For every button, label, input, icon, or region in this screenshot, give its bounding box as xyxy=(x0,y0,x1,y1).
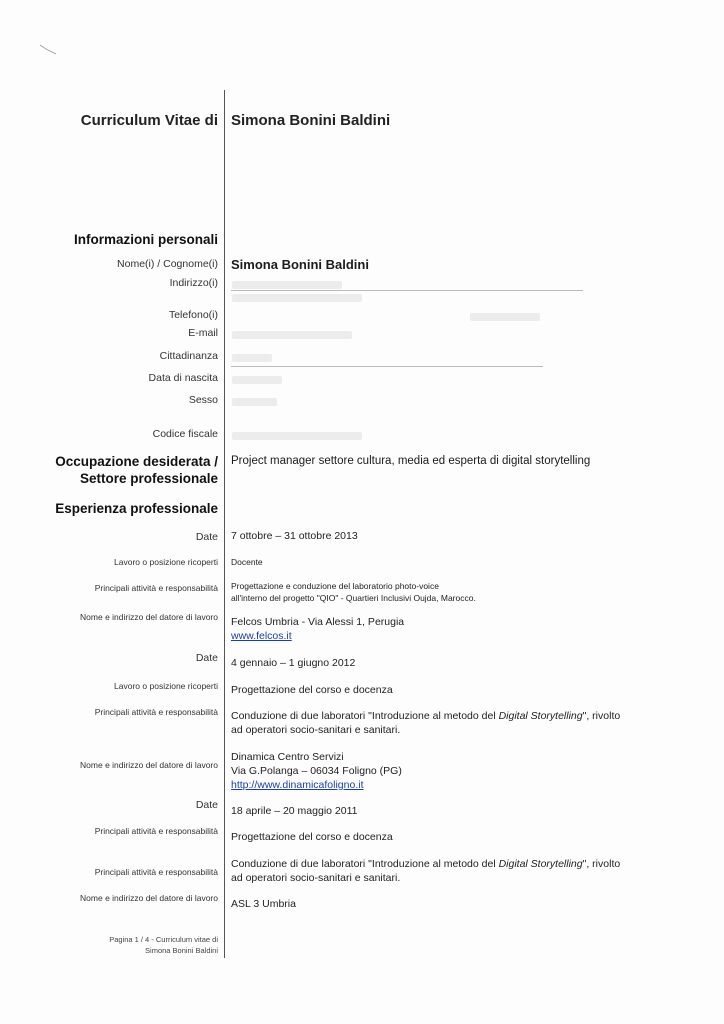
job1-date-label: Date xyxy=(195,531,218,543)
redacted-citizenship xyxy=(232,354,272,362)
job1-activities-line2: all'interno del progetto "QIO" - Quartieri Inclusivi Oujda, Marocco. xyxy=(231,593,476,603)
job1-employer: Felcos Umbria - Via Alessi 1, Perugia xyxy=(231,616,405,628)
job2-employer-label: Nome e indirizzo del datore di lavoro xyxy=(80,760,218,770)
job2-activities-line1 xyxy=(231,709,620,724)
personal-info-heading: Informazioni personali xyxy=(73,232,218,247)
experience-heading: Esperienza professionale xyxy=(55,501,218,516)
job1-position: Docente xyxy=(231,557,263,567)
job3-activities-tail: ", rivolto xyxy=(582,858,621,870)
sex-label: Sesso xyxy=(188,394,218,406)
job3-position-label: Principali attività e responsabilità xyxy=(94,826,218,836)
job3-activities-label: Principali attività e responsabilità xyxy=(94,867,218,877)
job2-activities-emphasis: Digital Storytelling xyxy=(498,710,583,722)
job3-position: Progettazione del corso e docenza xyxy=(231,831,393,843)
job2-employer-line1: Dinamica Centro Servizi xyxy=(231,751,344,763)
job1-activities-line1: Progettazione e conduzione del laboratorio photo-voice xyxy=(231,581,439,591)
name-value: Simona Bonini Baldini xyxy=(231,257,369,272)
job3-activities-text: Conduzione di due laboratori "Introduzione al metodo del xyxy=(231,858,499,870)
job2-position: Progettazione del corso e docenza xyxy=(231,684,393,696)
job1-activities-label: Principali attività e responsabilità xyxy=(94,583,218,593)
redacted-address-line2 xyxy=(232,294,362,302)
citizenship-rule xyxy=(231,366,543,367)
job2-position-label: Lavoro o posizione ricoperti xyxy=(114,681,218,691)
address-label: Indirizzo(i) xyxy=(169,277,218,289)
job2-employer-link[interactable]: http://www.dinamicafoligno.it xyxy=(231,779,364,791)
cv-title-name: Simona Bonini Baldini xyxy=(231,112,391,129)
occupation-value: Project manager settore cultura, media ed esperta di digital storytelling xyxy=(231,455,591,467)
job2-date-label: Date xyxy=(195,652,218,664)
phone-label: Telefono(i) xyxy=(168,309,218,321)
job1-employer-link[interactable]: www.felcos.it xyxy=(231,630,292,642)
job1-date: 7 ottobre – 31 ottobre 2013 xyxy=(231,530,358,542)
redacted-phone xyxy=(470,313,540,321)
email-label: E-mail xyxy=(188,327,218,339)
job3-activities-line1 xyxy=(231,857,620,872)
footer-line1: Pagina 1 / 4 - Curriculum vitae di xyxy=(109,935,218,944)
job2-date: 4 gennaio – 1 giugno 2012 xyxy=(231,657,356,669)
job2-activities-label: Principali attività e responsabilità xyxy=(94,707,218,717)
redacted-sex xyxy=(232,398,277,406)
footer-line2: Simona Bonini Baldini xyxy=(145,946,218,955)
job1-position-label: Lavoro o posizione ricoperti xyxy=(114,557,218,567)
redacted-birthdate xyxy=(232,376,282,384)
job2-activities-line2: ad operatori socio-sanitari e sanitari. xyxy=(231,724,401,736)
job3-activities-emphasis: Digital Storytelling xyxy=(498,858,583,870)
citizenship-label: Cittadinanza xyxy=(159,350,218,362)
redacted-tax-code xyxy=(232,432,362,440)
job2-employer-line2: Via G.Polanga – 06034 Foligno (PG) xyxy=(231,765,402,777)
redacted-email xyxy=(232,331,352,339)
birthdate-label: Data di nascita xyxy=(148,372,218,384)
occupation-heading-line2: Settore professionale xyxy=(79,471,218,486)
job3-employer-label: Nome e indirizzo del datore di lavoro xyxy=(80,893,218,903)
occupation-heading-line1: Occupazione desiderata / xyxy=(55,454,218,469)
redacted-address xyxy=(232,281,342,289)
job3-date: 18 aprile – 20 maggio 2011 xyxy=(231,805,358,817)
job3-activities-line2: ad operatori socio-sanitari e sanitari. xyxy=(231,872,401,884)
address-rule xyxy=(231,290,583,291)
column-divider xyxy=(224,90,225,958)
name-label: Nome(i) / Cognome(i) xyxy=(117,258,218,270)
job1-employer-label: Nome e indirizzo del datore di lavoro xyxy=(80,612,218,622)
pen-mark-icon xyxy=(38,42,60,56)
job2-activities-text: Conduzione di due laboratori "Introduzione al metodo del xyxy=(231,710,499,722)
cv-title-label: Curriculum Vitae di xyxy=(80,112,218,129)
job3-date-label: Date xyxy=(195,799,218,811)
job2-activities-tail: ", rivolto xyxy=(582,710,621,722)
tax-code-label: Codice fiscale xyxy=(152,428,218,440)
page-footer xyxy=(109,934,218,956)
job3-employer: ASL 3 Umbria xyxy=(231,898,296,910)
